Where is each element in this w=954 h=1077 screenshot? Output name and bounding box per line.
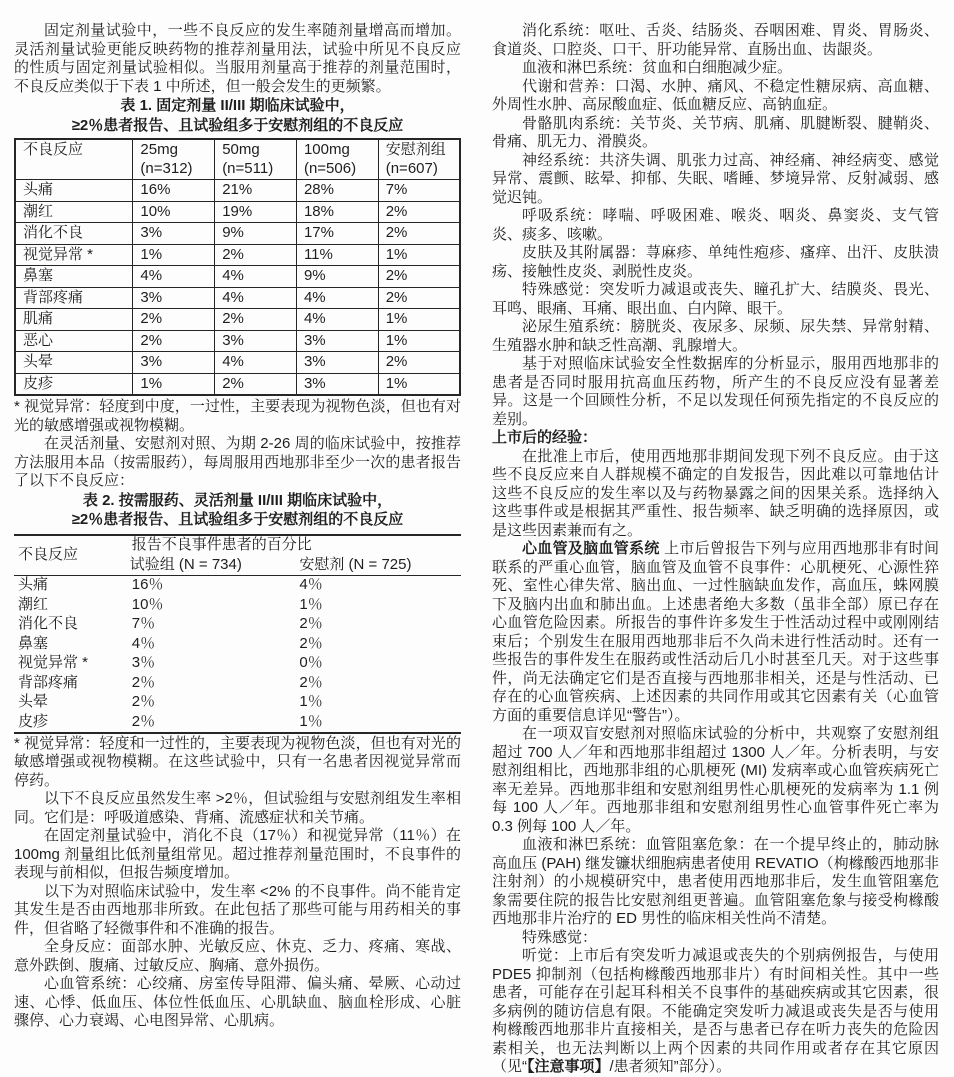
table-cell: 鼻塞 [18, 634, 49, 652]
table-cell: 头晕 [15, 352, 133, 374]
table-row [15, 287, 460, 309]
paragraph-musculoskeletal-system: 骨骼肌肉系统：关节炎、关节病、肌痛、肌腱断裂、腱鞘炎、骨痛、肌无力、滑膜炎。 [492, 114, 939, 150]
table-cell: 3% [296, 352, 378, 374]
table1-col-50mg [215, 139, 297, 180]
table-cell: 4％ [299, 576, 323, 593]
table-cell: 21% [215, 180, 297, 202]
table-row [14, 712, 461, 733]
table-cell: 背部疼痛 [15, 287, 133, 309]
table-row [14, 595, 461, 615]
table-cell: 11% [296, 244, 378, 266]
table-cell: 4% [296, 287, 378, 309]
table-cell: 3% [296, 373, 378, 395]
table-cell: 4% [215, 266, 297, 288]
paragraph-cardio-cerebrovascular [492, 540, 939, 725]
table1-col-placebo [378, 139, 460, 180]
table-cell: 背部疼痛 [18, 673, 79, 691]
table-cell: 2% [378, 201, 460, 223]
table-cell: 3% [133, 223, 215, 245]
table-cell: 1％ [299, 712, 323, 730]
paragraph-vaso-occlusive-crisis: 血液和淋巴系统：血管阻塞危象：在一个提早终止的，肺动脉高血压 (PAH) 继发镰状细胞病患者使用 REVATIO（枸橼酸西地那非注射剂）的小规模研究中，患者使用西地那非后，发生血管阻塞危象需要住院的报告比安慰剂组更普遍。血管阻塞危象与接受枸橼酸西地那非片治疗的 ED 男性的临床相关性尚不清楚。 [492, 836, 939, 927]
table-cell: 2％ [299, 634, 323, 652]
table-cell: 2％ [131, 693, 156, 710]
table-row [15, 352, 460, 374]
table-cell: 潮红 [15, 201, 133, 223]
paragraph-systemic-reactions: 全身反应：面部水肿、光敏反应、休克、乏力、疼痛、寒战、意外跌倒、腹痛、过敏反应、胸痛、意外损伤。 [14, 938, 461, 974]
dose-label: 25mg [140, 141, 178, 158]
table1-col-100mg [296, 139, 378, 180]
table-cell: 19% [215, 201, 297, 223]
paragraph-cardiovascular-system: 心血管系统：心绞痛、房室传导阻滞、偏头痛、晕厥、心动过速、心悸、低血压、体位性低血压、心肌缺血、脑血栓形成、心脏骤停、心力衰竭、心电图异常、心肌病。 [14, 975, 461, 1029]
table-cell: 1％ [299, 595, 323, 613]
table-cell: 1％ [299, 693, 323, 710]
table-row [14, 673, 461, 693]
table-cell: 1% [378, 373, 460, 395]
paragraph-flexible-dose-intro: 在灵活剂量、安慰剂对照、为期 2-26 周的临床试验中，按推荐方法服用本品（按需服药），每周服用西地那非至少一次的患者报告了以下不良反应： [14, 435, 461, 489]
table-row [14, 693, 461, 713]
table-cell: 2% [378, 223, 460, 245]
table-cell: 消化不良 [18, 615, 79, 632]
table-cell: 4% [133, 266, 215, 288]
dose-label: 100mg [303, 141, 350, 158]
paragraph-metabolism-nutrition: 代谢和营养：口渴、水肿、痛风、不稳定性糖尿病、高血糖、外周性水肿、高尿酸血症、低血糖反应、高钠血症。 [492, 77, 939, 113]
table-cell: 2% [215, 309, 297, 331]
table-cell: 3% [215, 330, 297, 352]
table-cell: 2% [378, 266, 460, 288]
table-cell: 2% [215, 373, 297, 395]
paragraph-special-senses-heading: 特殊感觉： [522, 928, 598, 946]
table1-title-line2: ≥2％患者报告、且试验组多于安慰剂组的不良反应 [71, 116, 404, 134]
table-cell: 1% [378, 309, 460, 331]
table-cell: 4% [215, 287, 297, 309]
table2-col-adverse-reaction: 不良反应 [18, 545, 79, 563]
table-row [15, 373, 460, 395]
table1-body [15, 180, 460, 396]
table2-body [14, 575, 461, 733]
paragraph-under-2pct-intro: 以下为对照临床试验中，发生率 <2% 的不良事件。尚不能肯定其发生是否由西地那非所致。在此包括了那些可能与用药相关的事件，但省略了轻微事件和不准确的报告。 [14, 882, 461, 937]
dose-n: (n=312) [140, 159, 193, 177]
table-cell: 4% [215, 352, 297, 374]
paragraph-blood-lymphatic-system: 血液和淋巴系统：贫血和白细胞减少症。 [522, 59, 793, 76]
table-cell: 10％ [131, 595, 164, 613]
paragraph-nervous-system: 神经系统：共济失调、肌张力过高、神经痛、神经病变、感觉异常、震颤、眩晕、抑郁、失眠、嗜睡、梦境异常、反射减弱、感觉迟钝。 [492, 151, 939, 206]
table-cell: 恶心 [15, 330, 133, 352]
paragraph-double-blind-analysis: 在一项双盲安慰剂对照临床试验的分析中，共观察了安慰剂组超过 700 人／年和西地那非组超过 1300 人／年。分析表明，与安慰剂组相比，西地那非组的心肌梗死 (MI) 发病率或心血管疾病死亡率无差异。西地那非组和安慰剂组男性心肌梗死的发病率为 1.1 例每 100 人／年。西地那非组和安慰剂组男性心血管事件死亡率为 0.3 例每 100 人／年。 [492, 725, 939, 835]
table1-header [15, 139, 460, 180]
table-cell: 7％ [131, 615, 156, 632]
table-row [14, 575, 461, 595]
table-row [14, 634, 461, 654]
table-cell: 头痛 [18, 576, 49, 593]
paragraph-digestive-system: 消化系统：呕吐、舌炎、结肠炎、吞咽困难、胃炎、胃肠炎、食道炎、口腔炎、口干、肝功能异常、直肠出血、齿龈炎。 [492, 22, 939, 58]
table-cell: 头痛 [15, 180, 133, 202]
table-row [14, 654, 461, 674]
paragraph-skin-appendages: 皮肤及其附属器：荨麻疹、单纯性疱疹、瘙痒、出汗、皮肤溃疡、接触性皮炎、剥脱性皮炎。 [492, 244, 939, 280]
table2-header [14, 535, 461, 576]
table-cell: 1% [378, 330, 460, 352]
table-cell: 视觉异常 * [18, 654, 89, 671]
table-cell: 10% [133, 201, 215, 223]
dose-n: (n=506) [303, 159, 357, 177]
paragraph-same-rate-events: 以下不良反应虽然发生率 >2％，但试验组与安慰剂组发生率相同。它们是：呼吸道感染、背痛、流感症状和关节痛。 [14, 790, 461, 826]
table-cell: 17% [296, 223, 378, 245]
table2-footnote: * 视觉异常：轻度和一过性的，主要表现为视物色淡，但也有对光的敏感增强或视物模糊。在这些试验中，只有一名患者因视觉异常而停药。 [14, 734, 461, 789]
table-cell: 4% [296, 309, 378, 331]
table-cell: 28% [296, 180, 378, 202]
table1-fixed-dose-adverse-reactions [14, 138, 461, 396]
table-cell: 9% [215, 223, 297, 245]
table-cell: 2％ [131, 673, 156, 691]
table-cell: 3% [133, 352, 215, 374]
table-cell: 视觉异常 * [15, 244, 133, 266]
paragraph-dose-dependent-events: 在固定剂量试验中，消化不良（17％）和视觉异常（11％）在 100mg 剂量组比低剂量组常见。超过推荐剂量范围时，不良事件的表现与前相似，但报告频度增加。 [14, 827, 461, 881]
dose-n: (n=607) [385, 159, 438, 177]
table2-span-header: 报告不良事件患者的百分比 [131, 536, 312, 553]
table2-col-trial-group: 试验组 (N = 734) [129, 555, 242, 573]
table-cell: 9% [296, 266, 378, 288]
table-cell: 消化不良 [15, 223, 133, 245]
table-cell: 2% [133, 309, 215, 331]
table-cell: 16％ [131, 576, 164, 593]
paragraph-antihypertensive-analysis: 基于对照临床试验安全性数据库的分析显示，服用西地那非的患者是否同时服用抗高血压药物，所产生的不良反应没有显著差异。这是一个回顾性分析，不足以发现任何预先指定的不良反应的差别。 [492, 355, 939, 428]
table-row [15, 244, 460, 266]
table1-title-line1: 表 1. 固定剂量 II/III 期临床试验中， [120, 97, 355, 114]
paragraph-postmarket-intro: 在批准上市后，使用西地那非期间发现下列不良反应。由于这些不良反应来自人群规模不确定的自发报告，因此难以可靠地估计这些不良反应的发生率以及与药物暴露之间的因果关系。选择纳入这些事件或是根据其严重性、报告频率、缺乏明确的选择原因，或是这些因素兼而有之。 [492, 447, 939, 539]
table-cell: 3％ [131, 654, 156, 671]
table-cell: 鼻塞 [15, 266, 133, 288]
table2-col-placebo-group: 安慰剂 (N = 725) [299, 555, 412, 573]
table1-header-row [15, 139, 460, 180]
table-cell: 0％ [299, 654, 323, 671]
table-cell: 2％ [299, 615, 323, 632]
dose-label: 安慰剂组 [385, 141, 446, 158]
table-cell: 2％ [131, 712, 156, 730]
left-column [14, 22, 461, 1077]
table-cell: 肌痛 [15, 309, 133, 331]
table-cell: 头晕 [18, 693, 49, 710]
table-cell: 2% [378, 287, 460, 309]
table-cell: 7% [378, 180, 460, 202]
table2-title-line1: 表 2. 按需服药、灵活剂量 II/III 期临床试验中， [82, 491, 393, 509]
table-cell: 18% [296, 201, 378, 223]
table-row [15, 330, 460, 352]
table-cell: 2% [133, 330, 215, 352]
paragraph-respiratory-system: 呼吸系统：哮喘、呼吸困难、喉炎、咽炎、鼻窦炎、支气管炎、痰多、咳嗽。 [492, 207, 939, 243]
table-cell: 2% [378, 352, 460, 374]
table2-header-row-1 [14, 535, 461, 556]
table-cell: 皮疹 [15, 373, 133, 395]
table1-col-adverse-reaction: 不良反应 [15, 139, 133, 180]
hearing-precautions-ref: 【注意事项】 [527, 1058, 610, 1075]
table-cell: 潮红 [18, 595, 49, 613]
section-heading-postmarket-experience: 上市后的经验： [492, 429, 598, 446]
cardio-cerebrovascular-text: 上市后曾报告下列与应用西地那非有时间联系的严重心血管，脑血管及血管不良事件：心肌梗死、心源性猝死、室性心律失常、脑出血、一过性脑缺血发作，高血压，蛛网膜下及脑内出血和肺出血。上述患者绝大多数（虽非全部）原已存在心血管危险因素。所报告的事件许多发生于性活动过程中或刚刚结束后；个别发生在服用西地那非后不久尚未进行性活动时。还有一些报告的事件发生在服药或性活动后几小时甚至几天。对于这些事件，尚无法确定它们是否直接与西地那非相关，还是与性活动、已存在的心血管疾病、上述因素的共同作用或其它因素有关（心血管方面的重要信息详见“警告”）。 [492, 540, 939, 724]
table-cell: 1% [133, 244, 215, 266]
table-cell: 3% [296, 330, 378, 352]
dose-label: 50mg [222, 141, 260, 158]
table-cell: 16% [133, 180, 215, 202]
table-row [15, 266, 460, 288]
table1-footnote: * 视觉异常：轻度到中度，一过性，主要表现为视物色淡，但也有对光的敏感增强或视物模糊。 [14, 398, 461, 434]
table-cell: 皮疹 [18, 712, 49, 730]
hearing-text-post: /患者须知”部分）。 [609, 1058, 732, 1075]
table-row [15, 201, 460, 223]
cardio-cerebrovascular-lead: 心血管及脑血管系统 [522, 540, 660, 557]
table-cell: 1% [133, 373, 215, 395]
table-cell: 1% [378, 244, 460, 266]
right-column [492, 22, 939, 1077]
paragraph-fixed-dose-intro: 固定剂量试验中，一些不良反应的发生率随剂量增高而增加。灵活剂量试验更能反映药物的推荐剂量用法，试验中所见不良反应的性质与固定剂量试验相似。当服用剂量高于推荐的剂量范围时，不良反应类似于下表 1 中所述，但一般会发生的更频繁。 [14, 22, 461, 95]
table-row [15, 180, 460, 202]
dose-n: (n=511) [222, 159, 274, 177]
table-row [15, 223, 460, 245]
paragraph-special-senses: 特殊感觉：突发听力减退或丧失、瞳孔扩大、结膜炎、畏光、耳鸣、眼痛、耳痛、眼出血、白内障、眼干。 [492, 281, 939, 317]
table2-flexible-dose-adverse-reactions [14, 534, 461, 734]
table-cell: 4％ [131, 634, 156, 652]
table1-col-25mg [133, 139, 215, 180]
table-cell: 3% [133, 287, 215, 309]
table-cell: 2％ [299, 673, 323, 691]
paragraph-hearing [492, 947, 939, 1077]
hearing-text-pre: 听觉：上市后有突发听力减退或丧失的个别病例报告，与使用 PDE5 抑制剂（包括枸橼酸西地那非片）有时间相关性。其中一些患者，可能存在引起耳科相关不良事件的基础疾病或其它因素，很多病例的随访信息有限。不能确定突发听力减退或丧失是否与使用枸橼酸西地那非片直接相关，是否与患者已存在听力丧失的危险因素相关，也无法判断以上两个因素的共同作用或者存在其它原因（见“ [492, 947, 939, 1075]
table-row [14, 615, 461, 635]
table-row [15, 309, 460, 331]
table-cell: 2% [215, 244, 297, 266]
paragraph-urogenital-system: 泌尿生殖系统：膀胱炎、夜尿多、尿频、尿失禁、异常射精、生殖器水肿和缺乏性高潮、乳腺增大。 [492, 318, 939, 354]
table2-title-line2: ≥2％患者报告、且试验组多于安慰剂组的不良反应 [71, 511, 404, 528]
